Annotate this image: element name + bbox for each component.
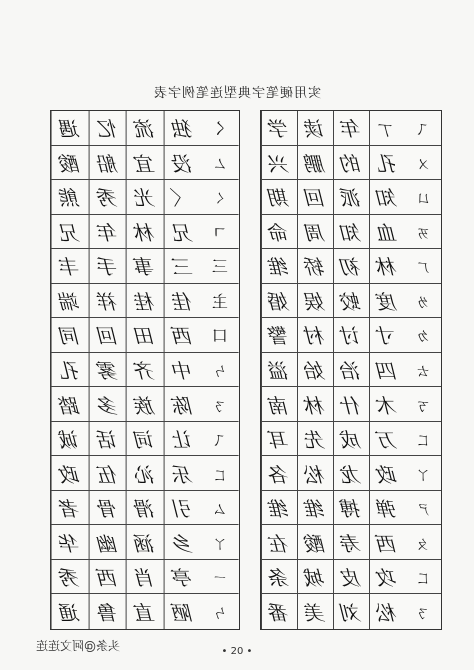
table-cell: ㄏ	[405, 249, 441, 284]
right-table	[260, 110, 442, 630]
page-number: • 20 •	[221, 646, 253, 657]
table-cell: 多	[89, 387, 127, 422]
table-cell: 木	[369, 387, 405, 422]
table-cell: 初	[333, 249, 369, 284]
table-cell: 宜	[126, 146, 164, 181]
table-cell: 主	[201, 284, 239, 319]
table-cell: 林	[126, 215, 164, 250]
table-cell: 南	[261, 387, 297, 422]
table-cell: 维	[261, 491, 297, 526]
table-cell: 攻	[369, 560, 405, 595]
table-cell: 桂	[126, 284, 164, 319]
table-cell: 林	[369, 249, 405, 284]
table-cell: 事	[126, 249, 164, 284]
table-cell: 周	[297, 215, 333, 250]
table-cell: 族	[126, 387, 164, 422]
table-cell: ㄣ	[201, 353, 239, 388]
table-cell: ㄟ	[201, 422, 239, 457]
table-cell: ㄟ	[405, 111, 441, 146]
table-cell: 什	[333, 387, 369, 422]
table-cell: 光	[126, 180, 164, 215]
table-cell: 船	[89, 146, 127, 181]
table-cell: 维	[261, 249, 297, 284]
table-cell: 维	[297, 491, 333, 526]
table-cell: ㄈ	[405, 560, 441, 595]
table-cell: 回	[89, 318, 127, 353]
table-cell: 成	[333, 422, 369, 457]
table-cell: 命	[261, 215, 297, 250]
table-cell: 手	[89, 249, 127, 284]
table-cell: 陈	[164, 387, 202, 422]
table-cell: 祥	[89, 284, 127, 319]
table-cell: ㄚ	[405, 456, 441, 491]
table-cell: 搏	[333, 491, 369, 526]
table-cell: く	[201, 111, 239, 146]
table-cell: ㄑ	[201, 180, 239, 215]
table-cell: 四	[369, 353, 405, 388]
table-cell: 乐	[164, 456, 202, 491]
table-cell: ㄈ	[405, 422, 441, 457]
table-cell: 引	[164, 491, 202, 526]
table-cell: 各	[261, 456, 297, 491]
table-cell: 遇	[51, 111, 89, 146]
table-cell: 兄	[164, 215, 202, 250]
table-cell: ㄎ	[405, 387, 441, 422]
table-cell: 西	[164, 318, 202, 353]
table-cell: 先	[297, 422, 333, 457]
table-cell: 的	[333, 146, 369, 181]
table-cell: 口	[201, 318, 239, 353]
page-title: 实用硬笔字典型连笔例字表	[153, 86, 322, 101]
table-cell: 直	[126, 594, 164, 629]
table-cell: 读	[297, 111, 333, 146]
table-cell: 孔	[51, 353, 89, 388]
table-cell: 溢	[261, 353, 297, 388]
table-cell: ㄋ	[415, 603, 432, 623]
table-cell: 伍	[89, 456, 127, 491]
table-cell: 涵	[126, 525, 164, 560]
table-cell: 肖	[126, 560, 164, 595]
table-cell: ㄌ	[405, 284, 441, 319]
table-cell: ㄒ	[369, 111, 405, 146]
table-cell: 词	[126, 422, 164, 457]
table-cell: 滑	[126, 491, 164, 526]
table-cell: 警	[261, 318, 297, 353]
table-cell: 鹏	[297, 146, 333, 181]
table-cell: 松	[297, 456, 333, 491]
table-cell: 回	[297, 180, 333, 215]
table-cell: ㄱ	[201, 215, 239, 250]
table-cell: 松	[369, 594, 405, 629]
table-cell: 诚	[51, 422, 89, 457]
table-cell: 乡	[164, 525, 202, 560]
table-cell: ㄚ	[201, 525, 239, 560]
table-cell: 兴	[261, 146, 297, 181]
table-cell: 同	[51, 318, 89, 353]
table-cell: 林	[297, 387, 333, 422]
table-cell: ㄨ	[405, 146, 441, 181]
table-cell: 弹	[369, 491, 405, 526]
table-cell: 西	[369, 525, 405, 560]
table-cell: 期	[261, 180, 297, 215]
table-cell: 佳	[164, 284, 202, 319]
table-cell: 秀	[89, 180, 127, 215]
table-cell: 年	[333, 111, 369, 146]
table-cell: ㄩ	[405, 180, 441, 215]
table-cell: 独	[164, 111, 202, 146]
table-cell: 讨	[333, 318, 369, 353]
table-cell: 派	[333, 180, 369, 215]
table-cell: 骨	[89, 491, 127, 526]
table-cell: 政	[51, 456, 89, 491]
table-cell: 酸	[297, 525, 333, 560]
table-cell: 在	[261, 525, 297, 560]
table-cell: 美	[297, 594, 333, 629]
table-cell: 鲁	[89, 594, 127, 629]
table-cell: 孔	[369, 146, 405, 181]
table-cell: 秀	[51, 560, 89, 595]
table-cell: 通	[51, 594, 89, 629]
table-cell: 田	[126, 318, 164, 353]
table-cell: 学	[261, 111, 297, 146]
table-cell: 〈	[164, 180, 202, 215]
left-table	[50, 110, 240, 630]
table-cell: 治	[333, 353, 369, 388]
table-cell: 忆	[89, 111, 127, 146]
table-cell: ㄈ	[201, 456, 239, 491]
table-cell: 万	[369, 422, 405, 457]
table-cell: 幽	[89, 525, 127, 560]
table-cell: 政	[369, 456, 405, 491]
table-cell: 陋	[164, 594, 202, 629]
table-cell: 刘	[333, 594, 369, 629]
table-cell: ㄥ	[201, 146, 239, 181]
table-cell: 寿	[333, 525, 369, 560]
table-cell: 蛟	[333, 284, 369, 319]
table-cell: ㄋ	[201, 387, 239, 422]
table-cell: ㄣ	[212, 603, 229, 623]
table-cell: 让	[164, 422, 202, 457]
table-cell: 寸	[369, 318, 405, 353]
table-cell: 踏	[51, 387, 89, 422]
table-cell: 知	[333, 215, 369, 250]
table-cell: 龙	[333, 456, 369, 491]
table-cell: 西	[89, 560, 127, 595]
table-cell: 流	[126, 111, 164, 146]
table-cell: 华	[51, 525, 89, 560]
table-cell: 没	[164, 146, 202, 181]
table-cell: ㄙ	[201, 491, 239, 526]
table-cell: 中	[164, 353, 202, 388]
table-cell: 年	[89, 215, 127, 250]
table-cell: 娱	[297, 284, 333, 319]
table-cell: 度	[369, 284, 405, 319]
table-cell: 皮	[333, 560, 369, 595]
table-cell: 条	[261, 560, 297, 595]
table-cell: ㄆ	[405, 525, 441, 560]
table-cell: 者	[51, 491, 89, 526]
table-cell: 话	[89, 422, 127, 457]
table-cell: 血	[369, 215, 405, 250]
table-cell: 亭	[164, 560, 202, 595]
table-cell: 婚	[261, 284, 297, 319]
table-cell: ㄉ	[405, 318, 441, 353]
table-cell: ㄧ	[201, 560, 239, 595]
table-cell: 耳	[261, 422, 297, 457]
table-cell: 三	[164, 249, 202, 284]
table-cell: 熊	[51, 180, 89, 215]
table-cell: 三	[201, 249, 239, 284]
table-cell: 端	[51, 284, 89, 319]
table-cell: 沁	[126, 456, 164, 491]
table-cell: 始	[297, 353, 333, 388]
table-cell: 酸	[51, 146, 89, 181]
table-cell: 丰	[51, 249, 89, 284]
table-cell: ㄕ	[405, 491, 441, 526]
table-cell: 齐	[126, 353, 164, 388]
table-cell: 村	[297, 318, 333, 353]
footer-watermark: 头条@阿文连连	[36, 639, 121, 653]
table-cell: 知	[369, 180, 405, 215]
table-cell: 兄	[51, 215, 89, 250]
table-cell: ㄞ	[405, 215, 441, 250]
table-cell: 番	[261, 594, 297, 629]
table-cell: 雾	[89, 353, 127, 388]
table-cell: 轿	[297, 249, 333, 284]
table-cell: ㄊ	[405, 353, 441, 388]
table-cell: 城	[297, 560, 333, 595]
